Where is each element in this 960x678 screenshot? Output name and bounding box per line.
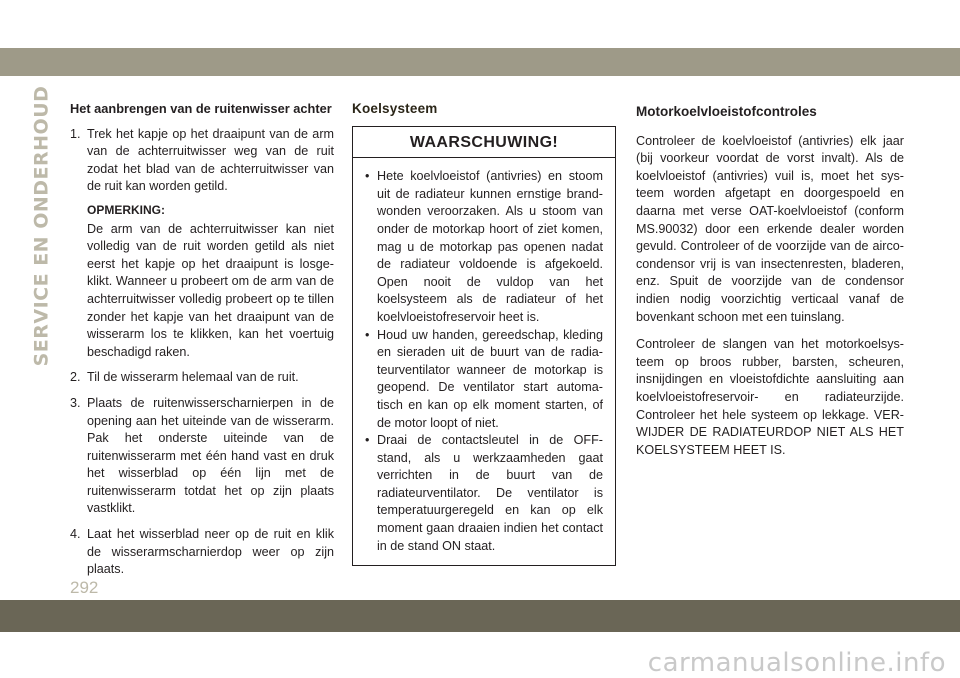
warning-title: WAARSCHUWING! bbox=[353, 127, 615, 159]
step-number: 4. bbox=[70, 527, 81, 542]
step-text: Trek het kapje op het draaipunt van de arm van de achterruitwisser weg van de ruit zodat het blad van de achterruitwisser van de ruit kan worden getild. bbox=[87, 126, 334, 194]
step-item bbox=[70, 395, 334, 518]
step-text: Plaats de ruitenwisserscharnierpen in de opening aan het uiteinde van de wisserarm. Pak het onderste uiteinde van de ruitenwisserarm met één hand vast en druk het wisserblad op één lijn met de ruitenwisserarm totdat het op zijn plaats vastklikt. bbox=[87, 395, 334, 516]
side-label-text: SERVICE EN ONDERHOUD bbox=[30, 85, 53, 367]
coolant-paragraph: Controleer de koelvloeistof (antivries) elk jaar (bij voorkeur voordat de vorst invalt). Als de koelvloeistof (antivries) vuil is, moet het systeem worden afgetapt en doorgespoeld en daarna met verse OAT-koelvloeistof (conform MS.90032) door een erkende dealer worden gevuld. Controleer of de voorzijde van de airco-condensor vrij is van insectenresten, bladeren, enz. Spuit de voorzijde van de condensor indien nodig voorzichtig verticaal vanaf de bovenkant schoon met een tuinslang. bbox=[636, 133, 904, 324]
warning-list bbox=[353, 158, 615, 555]
warning-item bbox=[365, 327, 603, 433]
step-number: 2. bbox=[70, 370, 81, 385]
bullet-icon: • bbox=[365, 327, 370, 342]
note-title: OPMERKING: bbox=[87, 202, 165, 217]
note-block bbox=[87, 202, 334, 361]
step-number: 1. bbox=[70, 126, 81, 141]
step-item bbox=[70, 126, 334, 362]
cooling-heading: Koelsysteem bbox=[352, 101, 438, 116]
watermark: carmanualsonline.info bbox=[647, 648, 946, 678]
wiper-heading: Het aanbrengen van de ruitenwisser achter bbox=[70, 101, 332, 116]
wiper-steps bbox=[70, 126, 334, 579]
coolant-paragraph: Controleer de slangen van het motorkoelsysteem op broos rubber, barsten, scheuren, insnijdingen en vloeistofdichte aansluiting aan koelvloeistofreservoir- en radiateurzijde. Controleer het hele systeem op lekkage. VERWIJDER DE RADIATEURDOP NIET ALS HET KOELSYSTEEM HEET IS. bbox=[636, 337, 904, 457]
warning-text: Draai de contactsleutel in de OFF-stand, als u werkzaamheden gaat verrichten in de buurt van de radiateurventilator. De ventilator is temperatuurgeregeld en kan op elk moment gaan draaien indien het contact in de stand ON staat. bbox=[377, 433, 603, 553]
step-item bbox=[70, 526, 334, 579]
warning-box bbox=[352, 126, 616, 567]
section-side-label bbox=[26, 85, 56, 367]
step-text: Laat het wisserblad neer op de ruit en klik de wisserarmscharnierdop weer op zijn plaats. bbox=[87, 527, 334, 577]
header-band bbox=[0, 48, 960, 76]
column-coolant-checks bbox=[636, 100, 904, 469]
bullet-icon: • bbox=[365, 169, 370, 184]
top-margin bbox=[0, 0, 960, 48]
coolant-heading: Motorkoelvloeistofcontroles bbox=[636, 104, 817, 119]
step-item bbox=[70, 369, 334, 387]
bullet-icon: • bbox=[365, 433, 370, 448]
page-number: 292 bbox=[70, 578, 99, 597]
column-wiper bbox=[70, 100, 334, 587]
note-text: De arm van de achterruitwisser kan niet volledig van de ruit worden getild als niet eerst het kapje op het draaipunt is losgeklikt. Wanneer u probeert om de arm van de achterruitwisser volledig probeert op te tillen zonder het kapje van het draaipunt van de wisserarm los te klikken, kan het voertuig beschadigd raken. bbox=[87, 221, 334, 359]
warning-item bbox=[365, 168, 603, 326]
warning-text: Hete koelvloeistof (antivries) en stoom uit de radiateur kunnen ernstige brandwonden veroorzaken. Als u stoom van onder de motorkap hoort of ziet komen, mag u de motorkap pas openen nadat de radiateur voldoende is afgekoeld. Open nooit de vuldop van het koelsysteem als de radiateur of het koelvloeistofreservoir heet is. bbox=[377, 169, 603, 324]
footer-band bbox=[0, 600, 960, 632]
warning-text: Houd uw handen, gereedschap, kleding en sieraden uit de buurt van de radiateurventilator wanneer de motorkap is geopend. De ventilator start automatisch en kan op elk moment starten, of de motor loopt of niet. bbox=[377, 327, 603, 430]
step-number: 3. bbox=[70, 395, 81, 410]
step-text: Til de wisserarm helemaal van de ruit. bbox=[87, 370, 299, 385]
warning-item bbox=[365, 432, 603, 555]
column-cooling bbox=[352, 100, 616, 566]
